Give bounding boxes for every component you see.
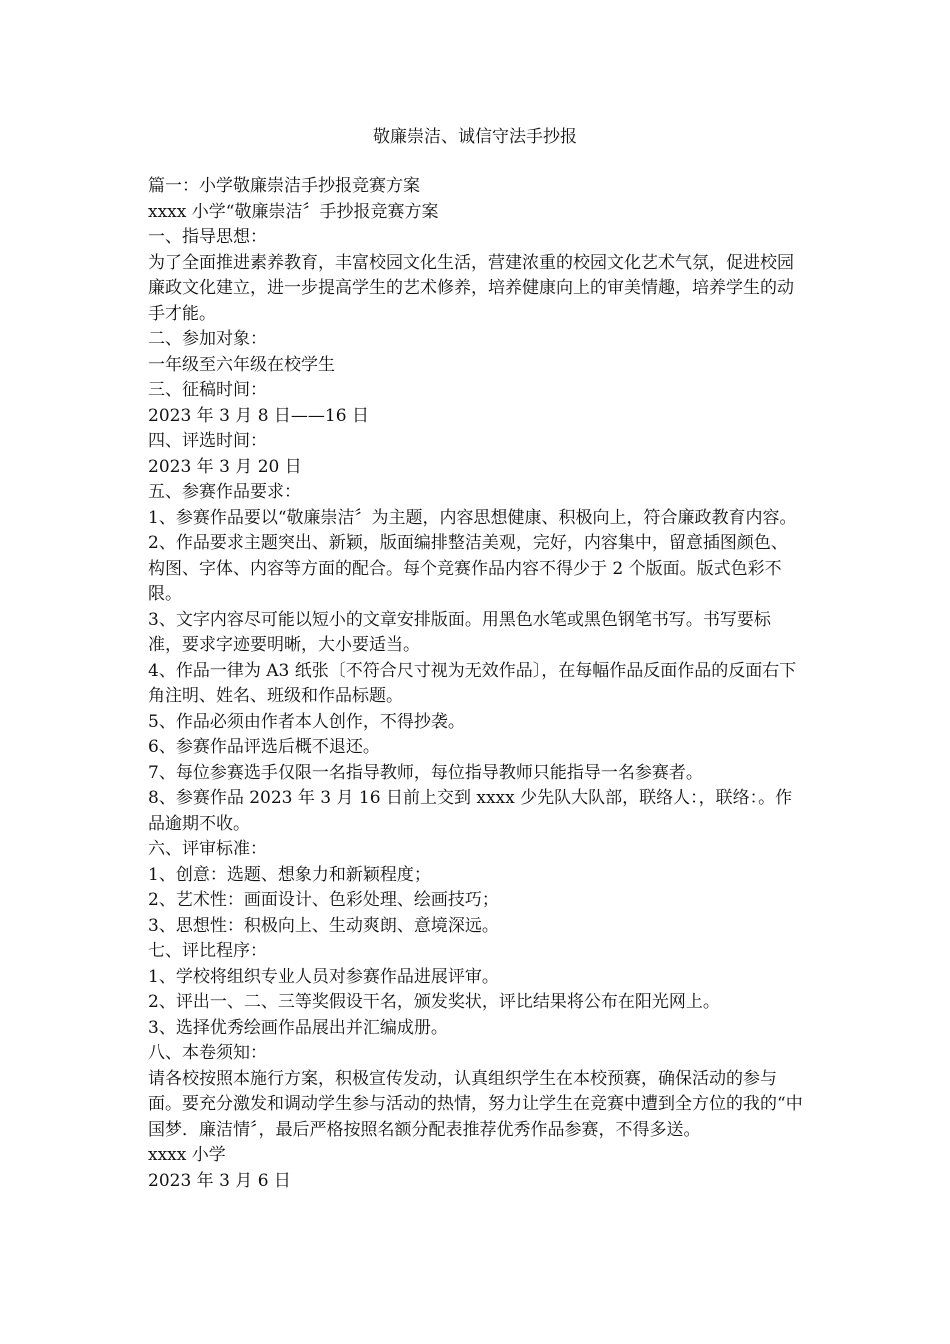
document-paragraph: 8、参赛作品 2023 年 3 月 16 日前上交到 xxxx 少先队大队部，联络人：，联络：。作品逾期不收。	[148, 788, 793, 834]
document-paragraph: 3、选择优秀绘画作品展出并汇编成册。	[148, 1017, 448, 1038]
document-paragraph: 二、参加对象：	[148, 329, 267, 349]
document-paragraph: 1、创意：选题、想象力和新颖程度；	[148, 864, 431, 885]
document-paragraph: 2023 年 3 月 20 日	[148, 456, 302, 477]
document-paragraph: 请各校按照本施行方案，积极宣传发动，认真组织学生在本校预赛，确保活动的参与面。要充分激发和调动学生参与活动的热情，努力让学生在竞赛中遭到全方位的我的“中国梦．廉洁情〞，最后严格按照名额分配表推荐优秀作品参赛，不得多送。	[148, 1068, 803, 1140]
document-paragraph: 2023 年 3 月 6 日	[148, 1170, 291, 1191]
document-paragraph: 6、参赛作品评选后概不退还。	[148, 737, 380, 757]
document-body	[148, 174, 804, 1194]
document-paragraph: 1、参赛作品要以“敬廉崇洁〞为主题，内容思想健康、积极向上，符合廉政教育内容。	[148, 507, 797, 528]
document-paragraph: xxxx 小学“敬廉崇洁〞手抄报竞赛方案	[148, 201, 439, 222]
document-paragraph: 四、评选时间：	[148, 431, 267, 451]
document-paragraph: 5、作品必须由作者本人创作，不得抄袭。	[148, 711, 465, 732]
document-paragraph: 3、文字内容尽可能以短小的文章安排版面。用黑色水笔或黑色钢笔书写。书写要标准，要求字迹要明晰，大小要适当。	[148, 609, 771, 655]
document-paragraph: 篇一：小学敬廉崇洁手抄报竞赛方案	[148, 176, 420, 196]
document-paragraph: 六、评审标准：	[148, 839, 267, 859]
document-paragraph: 为了全面推进素养教育，丰富校园文化生活，营建浓重的校园文化艺术气氛，促进校园廉政文化建立，进一步提高学生的艺术修养，培养健康向上的审美情趣，培养学生的动手才能。	[148, 252, 794, 324]
document-paragraph: 七、评比程序：	[148, 941, 267, 961]
document-paragraph: 五、参赛作品要求：	[148, 482, 301, 502]
document-paragraph: 1、学校将组织专业人员对参赛作品进展评审。	[148, 966, 499, 987]
document-paragraph: 三、征稿时间：	[148, 380, 267, 400]
document-paragraph: xxxx 小学	[148, 1145, 226, 1165]
document-paragraph: 2023 年 3 月 8 日——16 日	[148, 405, 369, 426]
document-paragraph: 2、作品要求主题突出、新颖，版面编排整洁美观，完好，内容集中，留意插图颜色、构图、字体、内容等方面的配合。每个竞赛作品内容不得少于 2 个版面。版式色彩不限。	[148, 533, 788, 604]
document-title: 敬廉崇洁、诚信守法手抄报	[373, 127, 577, 147]
document-paragraph: 2、评出一、二、三等奖假设干名，颁发奖状，评比结果将公布在阳光网上。	[148, 992, 720, 1012]
document-paragraph: 3、思想性：积极向上、生动爽朗、意境深远。	[148, 915, 499, 936]
document-paragraph: 八、本卷须知：	[148, 1043, 267, 1063]
document-paragraph: 2、艺术性：画面设计、色彩处理、绘画技巧；	[148, 890, 499, 910]
document-paragraph: 一、指导思想：	[148, 227, 267, 247]
document-paragraph: 一年级至六年级在校学生	[148, 354, 335, 375]
document-paragraph: 4、作品一律为 A3 纸张〔不符合尺寸视为无效作品〕，在每幅作品反面作品的反面右下角注明、姓名、班级和作品标题。	[148, 660, 797, 706]
document-paragraph: 7、每位参赛选手仅限一名指导教师，每位指导教师只能指导一名参赛者。	[148, 762, 703, 783]
